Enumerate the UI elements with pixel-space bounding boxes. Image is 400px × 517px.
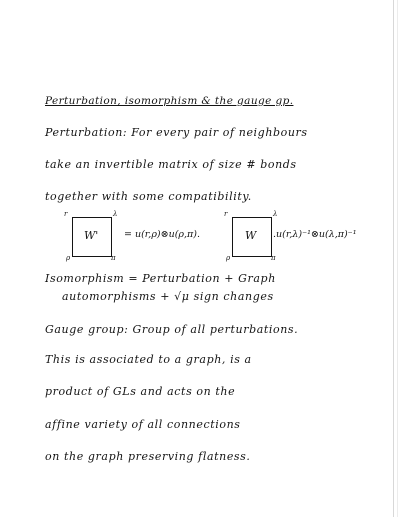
text-line-10: on the graph preserving flatness. [45,450,251,463]
right-corner-bottom-left: ρ [226,254,231,262]
right-box-label: W [245,229,257,242]
text-line-5: automorphisms + √μ sign changes [62,290,274,303]
left-box-label: W' [84,229,99,242]
left-corner-top-left: r [64,210,68,218]
text-line-4: Isomorphism = Perturbation + Graph [45,272,276,285]
right-corner-bottom-right: π [271,254,276,262]
text-line-1: Perturbation: For every pair of neighbours [45,126,308,139]
right-corner-top-left: r [224,210,228,218]
right-corner-top-right: λ [273,210,278,218]
text-line-8: product of GLs and acts on the [45,385,236,398]
page-title: Perturbation, isomorphism & the gauge gp. [45,95,294,107]
equation-right: .u(r,λ)⁻¹⊗u(λ,π)⁻¹ [273,229,357,240]
left-corner-bottom-right: π [111,254,116,262]
text-line-6: Gauge group: Group of all perturbations. [45,323,299,336]
text-line-3: together with some compatibility. [45,190,252,203]
left-corner-top-right: λ [113,210,118,218]
text-line-9: affine variety of all connections [45,418,241,431]
text-line-7: This is associated to a graph, is a [45,353,252,366]
left-corner-bottom-left: ρ [66,254,71,262]
page-edge-outer [397,0,398,517]
page-edge [393,0,394,517]
text-line-2: take an invertible matrix of size # bonds [45,158,297,171]
equation-middle: = u(r,ρ)⊗u(ρ,π). [124,229,200,240]
